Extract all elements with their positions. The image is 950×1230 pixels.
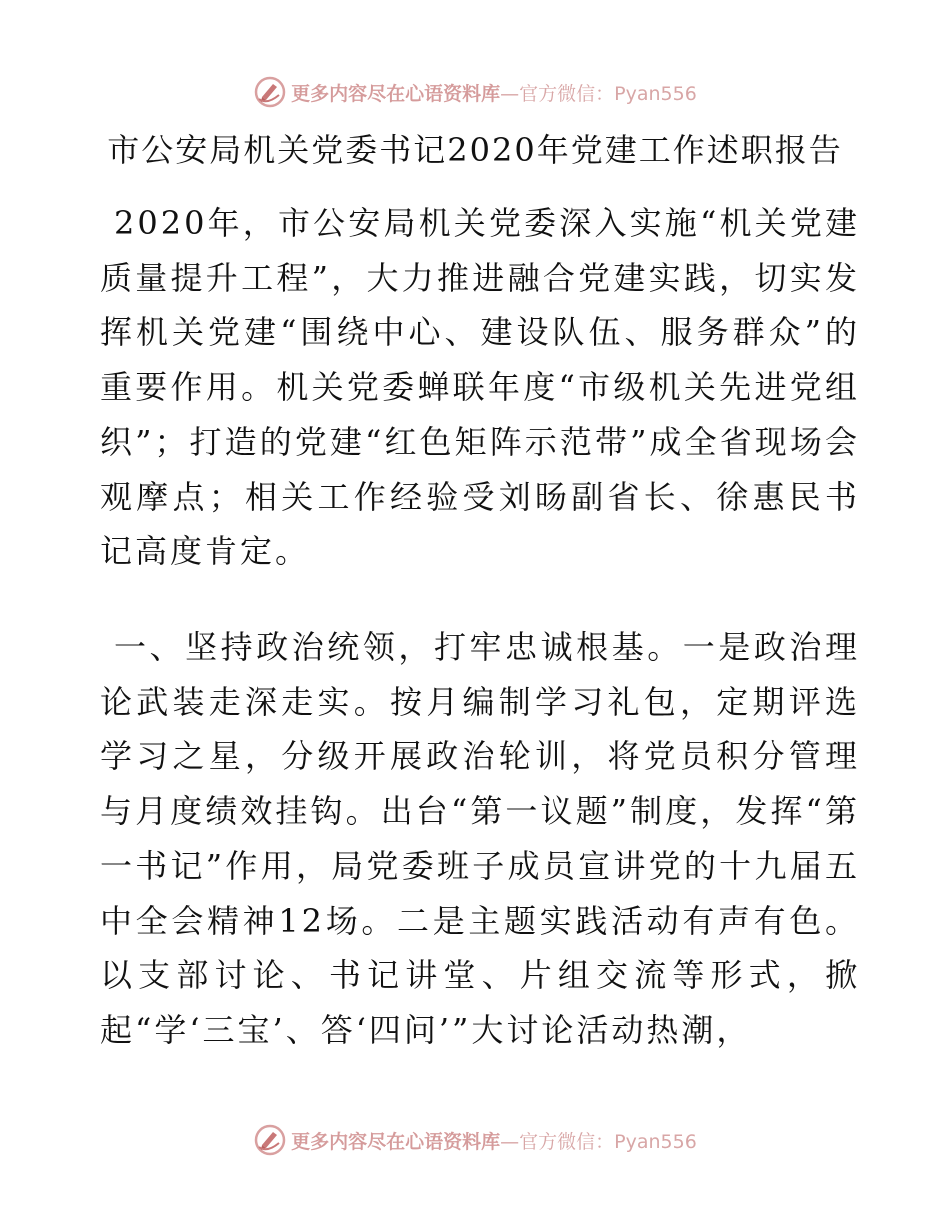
document-title: 市公安局机关党委书记2020年党建工作述职报告: [107, 131, 843, 169]
paragraph-section-one: 一、坚持政治统领，打牢忠诚根基。一是政治理论武装走深走实。按月编制学习礼包，定期评选学习之星，分级开展政治轮训，将党员积分管理与月度绩效挂钩。出台“第一议题”制度，发挥“第一书记”作用，局党委班子成员宣讲党的十九届五中全会精神12场。二是主题实践活动有声有色。以支部讨论、书记讲堂、片组交流等形式，掀起“学‘三宝’、答‘四问’”大讨论活动热潮，: [100, 628, 860, 1049]
book-pen-logo-icon: [253, 75, 287, 109]
watermark-text: [291, 1127, 697, 1154]
footer-watermark: [0, 1120, 950, 1160]
watermark-separator: —: [500, 82, 520, 105]
watermark-brand: 更多内容尽在心语资料库: [291, 82, 501, 105]
watermark-wechat: 官方微信：Pyan556: [519, 1130, 697, 1153]
watermark-wechat: 官方微信：Pyan556: [519, 82, 697, 105]
header-watermark: [0, 72, 950, 112]
paragraph-intro: 2020年，市公安局机关党委深入实施“机关党建质量提升工程”，大力推进融合党建实践，切实发挥机关党建“围绕中心、建设队伍、服务群众”的重要作用。机关党委蝉联年度“市级机关先进党组织”；打造的党建“红色矩阵示范带”成全省现场会观摩点；相关工作经验受刘旸副省长、徐惠民书记高度肯定。: [100, 204, 860, 571]
watermark-text: [291, 79, 697, 106]
watermark-separator: —: [500, 1130, 520, 1153]
book-pen-logo-icon: [253, 1123, 287, 1157]
watermark-brand: 更多内容尽在心语资料库: [291, 1130, 501, 1153]
